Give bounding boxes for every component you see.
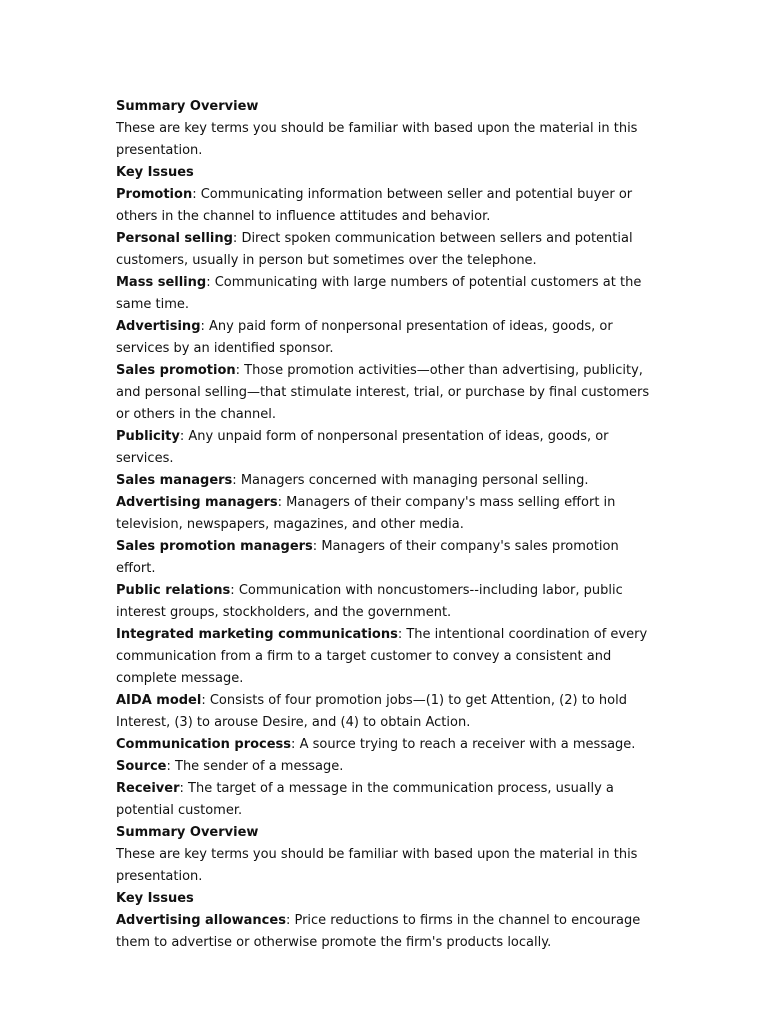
- definition-item: [116, 778, 661, 822]
- definition-separator: :: [179, 429, 189, 444]
- definition-term: Publicity: [116, 429, 180, 444]
- definition-text: Those promotion activities—other than advertising, publicity, and personal selling—that stimulate interest, trial, or purchase by final customers or others in the channel.: [116, 363, 650, 422]
- definition-term: AIDA model: [116, 693, 202, 708]
- definition-text: Any paid form of nonpersonal presentation of ideas, goods, or services by an identified sponsor.: [116, 319, 613, 356]
- definition-text: The target of a message in the communication process, usually a potential customer.: [116, 781, 614, 818]
- definition-separator: :: [230, 583, 239, 598]
- definition-text: A source trying to reach a receiver with a message.: [299, 737, 636, 752]
- definition-item: [116, 756, 661, 778]
- definition-term: Sales managers: [116, 473, 233, 488]
- definition-text: Consists of four promotion jobs—(1) to get Attention, (2) to hold Interest, (3) to arouse Desire, and (4) to obtain Action.: [116, 693, 627, 730]
- definition-separator: :: [201, 693, 210, 708]
- definition-text: Managers of their company's mass selling effort in television, newspapers, magazines, and other media.: [116, 495, 616, 532]
- definition-separator: :: [206, 275, 215, 290]
- definition-term: Advertising: [116, 319, 201, 334]
- definition-separator: :: [397, 627, 407, 642]
- definition-item: [116, 470, 661, 492]
- definition-term: Integrated marketing communications: [116, 627, 398, 642]
- definition-item: [116, 184, 661, 228]
- definition-text: Price reductions to firms in the channel to encourage them to advertise or otherwise promote the firm's products locally.: [116, 913, 641, 950]
- definition-separator: :: [277, 495, 287, 510]
- definition-term: Advertising managers: [116, 495, 278, 510]
- definition-term: Receiver: [116, 781, 180, 796]
- definition-separator: :: [312, 539, 322, 554]
- definition-item: [116, 536, 661, 580]
- definition-item: [116, 426, 661, 470]
- definition-text: Managers of their company's sales promotion effort.: [116, 539, 619, 576]
- intro-paragraph: These are key terms you should be familiar with based upon the material in this presentation.: [116, 847, 638, 884]
- section-heading: Summary Overview: [116, 825, 259, 840]
- definition-separator: :: [192, 187, 201, 202]
- definition-text: Direct spoken communication between sellers and potential customers, usually in person but sometimes over the telephone.: [116, 231, 633, 268]
- subsection-heading: Key Issues: [116, 165, 194, 180]
- definition-item: [116, 624, 661, 690]
- definition-term: Promotion: [116, 187, 193, 202]
- definition-item: [116, 272, 661, 316]
- intro-paragraph: These are key terms you should be familiar with based upon the material in this presentation.: [116, 121, 638, 158]
- definition-item: [116, 690, 661, 734]
- definition-item: [116, 580, 661, 624]
- definition-separator: :: [291, 737, 300, 752]
- definition-text: Communicating information between seller and potential buyer or others in the channel to influence attitudes and behavior.: [116, 187, 633, 224]
- definition-text: The intentional coordination of every communication from a firm to a target customer to convey a consistent and complete message.: [116, 627, 648, 686]
- definition-text: Managers concerned with managing personal selling.: [240, 473, 589, 488]
- definition-item: [116, 360, 661, 426]
- definition-text: The sender of a message.: [175, 759, 344, 774]
- definition-term: Communication process: [116, 737, 292, 752]
- definition-item: [116, 910, 661, 954]
- definition-text: Communicating with large numbers of potential customers at the same time.: [116, 275, 642, 312]
- definition-separator: :: [232, 473, 241, 488]
- document-page: [116, 96, 661, 954]
- definition-separator: :: [200, 319, 210, 334]
- definition-separator: :: [166, 759, 175, 774]
- definition-term: Sales promotion: [116, 363, 236, 378]
- definition-term: Advertising allowances: [116, 913, 286, 928]
- definition-item: [116, 492, 661, 536]
- section-heading: Summary Overview: [116, 99, 259, 114]
- definition-term: Mass selling: [116, 275, 207, 290]
- definition-separator: :: [285, 913, 295, 928]
- subsection-heading: Key Issues: [116, 891, 194, 906]
- definition-item: [116, 316, 661, 360]
- definition-separator: :: [232, 231, 242, 246]
- definition-separator: :: [235, 363, 245, 378]
- definition-item: [116, 734, 661, 756]
- definition-text: Communication with noncustomers--including labor, public interest groups, stockholders, and the government.: [116, 583, 623, 620]
- definition-item: [116, 228, 661, 272]
- definition-term: Source: [116, 759, 167, 774]
- definition-term: Public relations: [116, 583, 231, 598]
- definition-term: Sales promotion managers: [116, 539, 313, 554]
- definition-separator: :: [179, 781, 189, 796]
- definition-text: Any unpaid form of nonpersonal presentation of ideas, goods, or services.: [116, 429, 609, 466]
- definition-term: Personal selling: [116, 231, 233, 246]
